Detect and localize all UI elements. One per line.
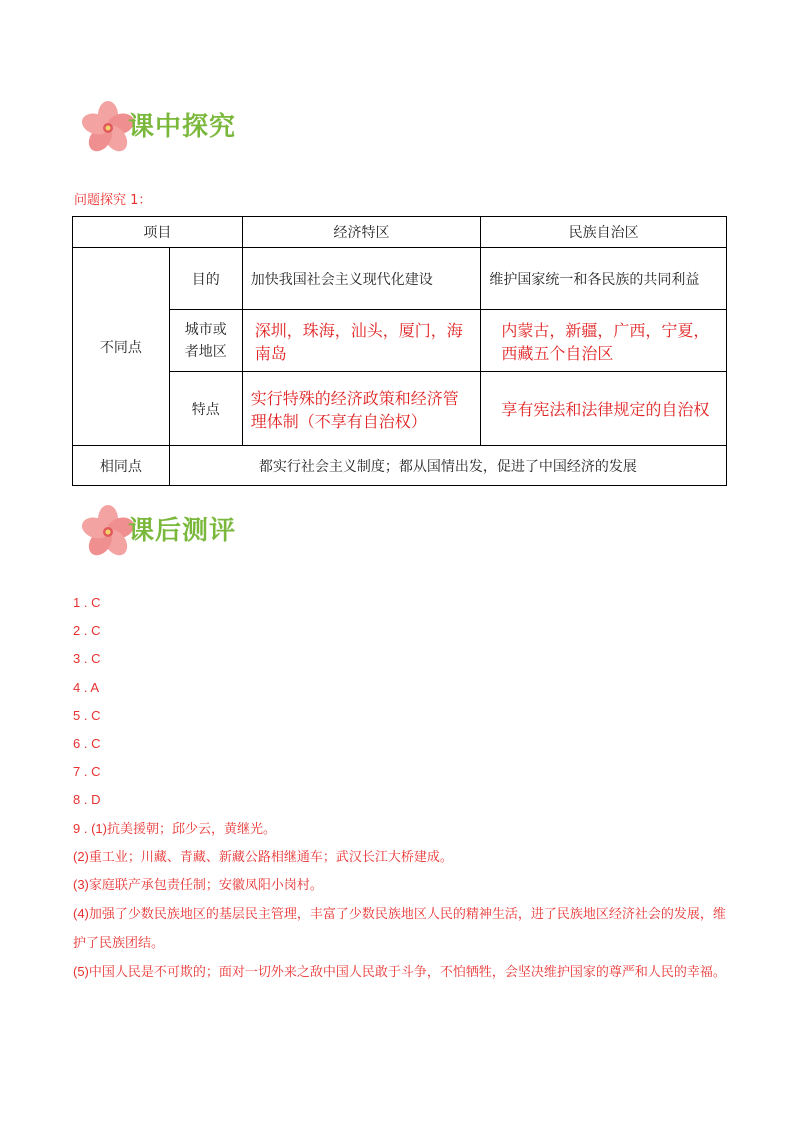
section-heading-in-class <box>78 98 378 158</box>
question-label: 问题探究 1： <box>74 193 152 208</box>
section-title: 课中探究 <box>128 112 237 142</box>
table-row <box>73 372 727 446</box>
answer-item: 5 . C <box>73 707 101 723</box>
header-item: 项目 <box>73 217 243 248</box>
row-auto-value: 维护国家统一和各民族的共同利益 <box>481 248 727 310</box>
answer-item: 3 . C <box>73 651 101 667</box>
answer-item: 9 . (1)抗美援朝；邱少云，黄继光。 <box>73 820 276 836</box>
row-sez-value: 实行特殊的经济政策和经济管理体制（不享有自治权） <box>242 372 481 446</box>
table-row <box>73 248 727 310</box>
row-sez-value: 加快我国社会主义现代化建设 <box>242 248 481 310</box>
same-text: 都实行社会主义制度；都从国情出发，促进了中国经济的发展 <box>169 446 726 486</box>
answer-item: (2)重工业；川藏、青藏、新藏公路相继通车；武汉长江大桥建成。 <box>73 848 453 864</box>
answer-item: 8 . D <box>73 792 101 808</box>
same-label: 相同点 <box>73 446 170 486</box>
row-label: 目的 <box>169 248 242 310</box>
answer-item: 1 . C <box>73 595 101 610</box>
header-sez: 经济特区 <box>242 217 481 248</box>
row-label: 特点 <box>169 372 242 446</box>
answer-list <box>73 589 733 986</box>
header-autonomous: 民族自治区 <box>481 217 727 248</box>
answer-item: 4 . A <box>73 679 100 695</box>
answer-item: 7 . C <box>73 764 101 780</box>
answer-item: 2 . C <box>73 623 101 639</box>
table-row <box>73 310 727 372</box>
row-sez-value: 深圳，珠海，汕头，厦门，海南岛 <box>242 310 481 372</box>
table-header-row <box>73 217 727 248</box>
answer-item: (3)家庭联产承包责任制；安徽凤阳小岗村。 <box>73 876 323 892</box>
comparison-table <box>72 216 727 486</box>
row-auto-value: 享有宪法和法律规定的自治权 <box>481 372 727 446</box>
table-row-same <box>73 446 727 486</box>
section-heading-after-class <box>78 502 378 562</box>
answer-item: 6 . C <box>73 735 101 751</box>
row-auto-value: 内蒙古，新疆，广西，宁夏，西藏五个自治区 <box>481 310 727 372</box>
section-title: 课后测评 <box>128 516 237 546</box>
answer-paragraph: (4)加强了少数民族地区的基层民主管理，丰富了少数民族地区人民的精神生活，进了民族地区经济社会的发展，维护了民族团结。 <box>73 906 726 951</box>
row-label: 城市或者地区 <box>169 310 242 372</box>
answer-paragraph: (5)中国人民是不可欺的；面对一切外来之敌中国人民敢于斗争，不怕牺牲，会坚决维护国家的尊严和人民的幸福。 <box>73 964 726 980</box>
diff-label: 不同点 <box>73 248 170 446</box>
